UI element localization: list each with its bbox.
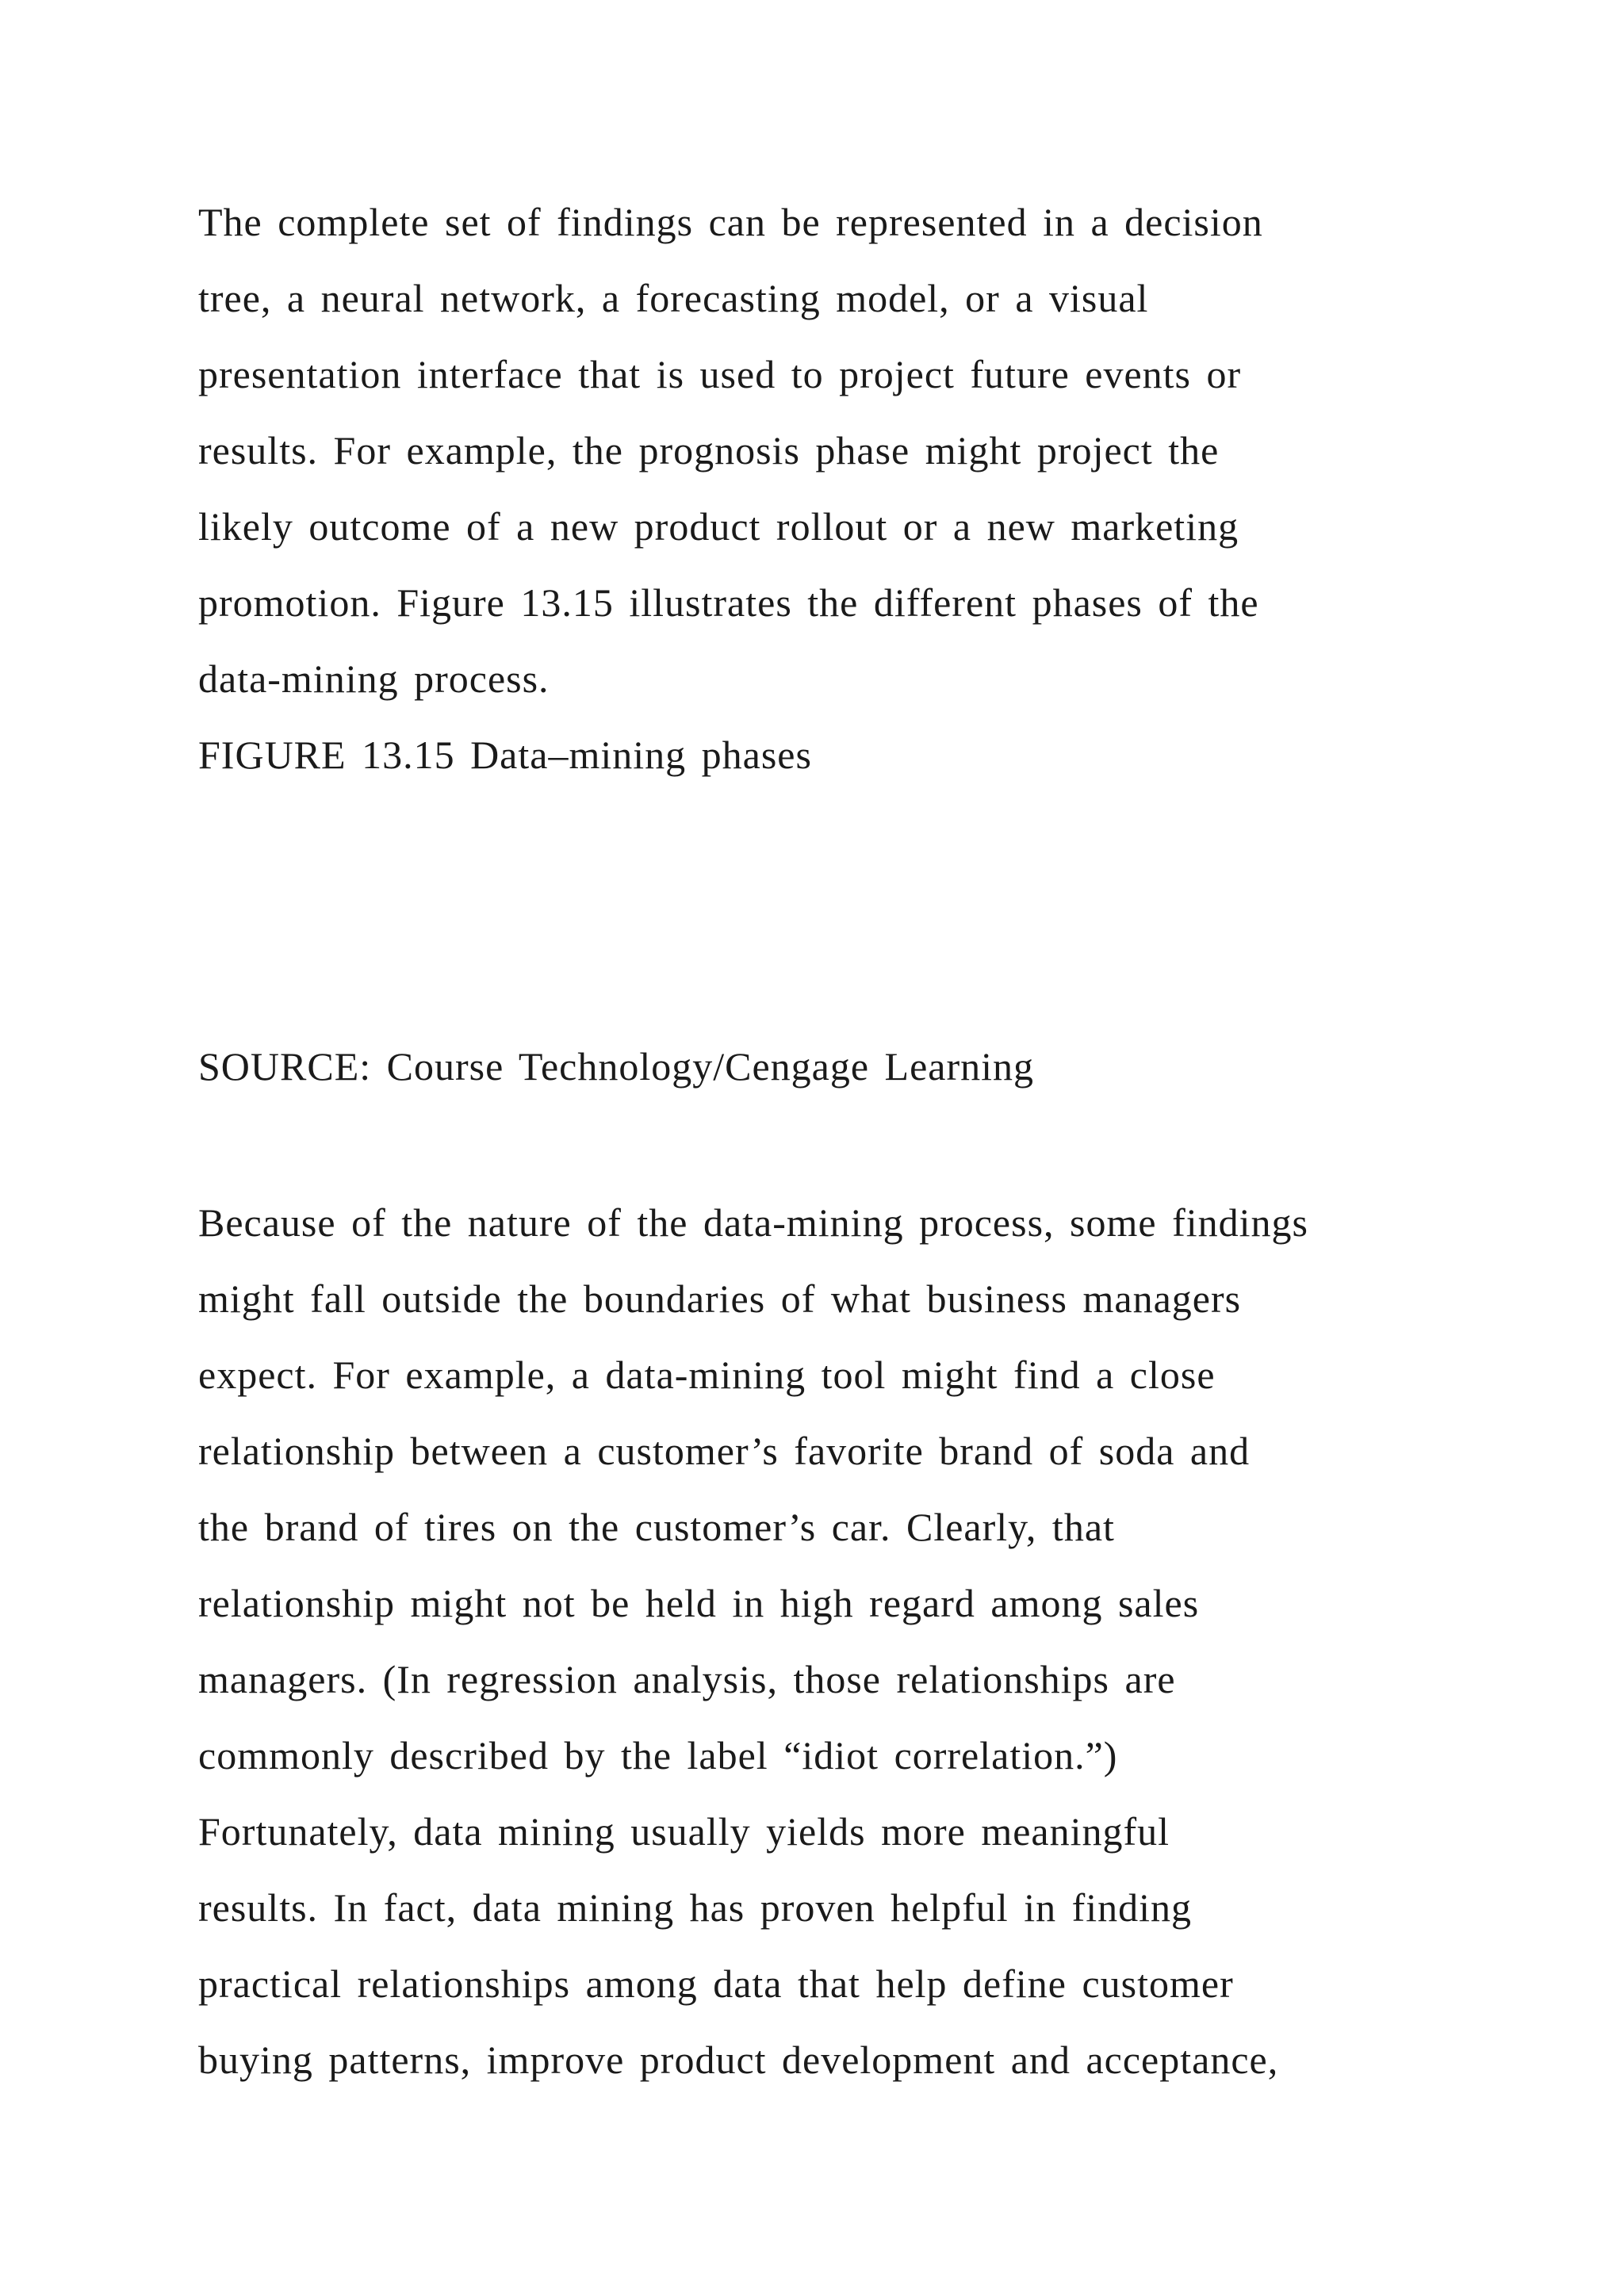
- paragraph-2-line-12: buying patterns, improve product development and acceptance,: [198, 2038, 1279, 2082]
- paragraph-2-line-2: might fall outside the boundaries of what business managers: [198, 1276, 1242, 1321]
- paragraph-1-line-1: The complete set of findings can be represented in a decision: [198, 200, 1263, 244]
- paragraph-2-line-5: the brand of tires on the customer’s car. Clearly, that: [198, 1505, 1115, 1549]
- paragraph-1-line-7: data-mining process.: [198, 656, 550, 701]
- paragraph-2-line-4: relationship between a customer’s favorite brand of soda and: [198, 1429, 1251, 1473]
- paragraph-2-line-1: Because of the nature of the data-mining process, some findings: [198, 1200, 1308, 1245]
- paragraph-2-line-7: managers. (In regression analysis, those relationships are: [198, 1657, 1176, 1701]
- paragraph-2-line-3: expect. For example, a data-mining tool might find a close: [198, 1353, 1216, 1397]
- paragraph-1-line-6: promotion. Figure 13.15 illustrates the different phases of the: [198, 580, 1259, 625]
- figure-caption: FIGURE 13.15 Data–mining phases: [198, 733, 812, 777]
- paragraph-2-line-8: commonly described by the label “idiot correlation.”): [198, 1733, 1118, 1777]
- paragraph-2-line-11: practical relationships among data that help define customer: [198, 1961, 1234, 2006]
- paragraph-1-line-4: results. For example, the prognosis phase might project the: [198, 428, 1220, 473]
- paragraph-1-line-2: tree, a neural network, a forecasting model, or a visual: [198, 276, 1149, 320]
- paragraph-2-line-10: results. In fact, data mining has proven helpful in finding: [198, 1885, 1193, 1930]
- paragraph-2-line-6: relationship might not be held in high regard among sales: [198, 1581, 1200, 1625]
- source-line: SOURCE: Course Technology/Cengage Learning: [198, 1044, 1035, 1089]
- paragraph-2-line-9: Fortunately, data mining usually yields more meaningful: [198, 1809, 1170, 1854]
- paragraph-1-line-5: likely outcome of a new product rollout or a new marketing: [198, 504, 1239, 549]
- paragraph-1-line-3: presentation interface that is used to project future events or: [198, 352, 1242, 396]
